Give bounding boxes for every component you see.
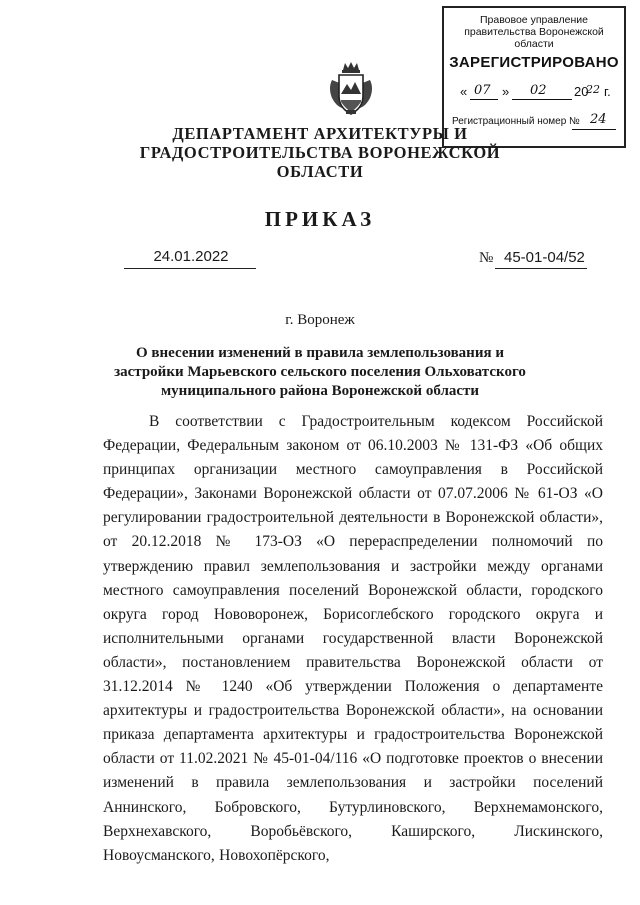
number-sign: № (479, 250, 494, 266)
coat-of-arms-icon (326, 60, 376, 118)
stamp-year-value: 22 (586, 83, 600, 96)
stamp-day: 07 (474, 83, 491, 98)
department-name: ДЕПАРТАМЕНТ АРХИТЕКТУРЫ И ГРАДОСТРОИТЕЛЬСТВА ВОРОНЕЖСКОЙ ОБЛАСТИ (139, 124, 501, 181)
stamp-year-suffix: г. (604, 84, 611, 99)
city: г. Воронеж (285, 312, 355, 328)
stamp-status: ЗАРЕГИСТРИРОВАНО (449, 54, 619, 71)
stamp-reg-value: 24 (590, 112, 607, 127)
stamp-reg-label: Регистрационный номер № (452, 116, 580, 127)
body-paragraph: В соответствии с Градостроительным кодексом Российской Федерации, Федеральным законом от 06.10.2003 № 131-ФЗ «Об общих принципах организации местного самоуправления в Российской Федерации», Законами Воронежской области от 07.07.2006 № 61-ОЗ «О регулировании градостроительной деятельности в Воронежской области», от 20.12.2018 № 173-ОЗ «О перераспределении полномочий по утверждению правил землепользования и застройки между органами местного самоуправления поселений Воронежской области, городского округа город Нововоронеж, Борисоглебского городского округа и исполнительными органами государственной власти Воронежской области», постановлением правительства Воронежской области от 31.12.2014 № 1240 «Об утверждении Положения о департаменте архитектуры и градостроительства Воронежской области», на основании приказа департамента архитектуры и градостроительства Воронежской области от 11.02.2021 № 45-01-04/116 «О подготовке проектов о внесении изменений в правила землепользования и застройки поселений Аннинского, Бобровского, Бутурлиновского, Верхнемамонского, Верхнехавского, Воробьёвского, Каширского, Лискинского, Новоусманского, Новохопёрского, (103, 413, 603, 864)
order-number: 45-01-04/52 (504, 249, 585, 266)
stamp-day-line (470, 99, 498, 100)
order-date: 24.01.2022 (153, 248, 229, 265)
stamp-organization: Правовое управление правительства Воронежской области (464, 14, 604, 50)
stamp-month-line (512, 99, 572, 100)
stamp-reg-line (572, 129, 616, 130)
stamp-open-quote: « (460, 84, 468, 99)
document-type: ПРИКАЗ (264, 207, 376, 231)
stamp-close-quote: » (502, 84, 510, 99)
document-subject: О внесении изменений в правила землепользования и застройки Марьевского сельского поселения Ольховатского муниципального района Воронежской области (114, 345, 526, 399)
stamp-month: 02 (530, 83, 547, 98)
stamp-date (460, 83, 618, 101)
number-underline (495, 268, 587, 269)
date-underline (124, 268, 256, 269)
stamp-year-prefix: 20 (574, 84, 589, 99)
